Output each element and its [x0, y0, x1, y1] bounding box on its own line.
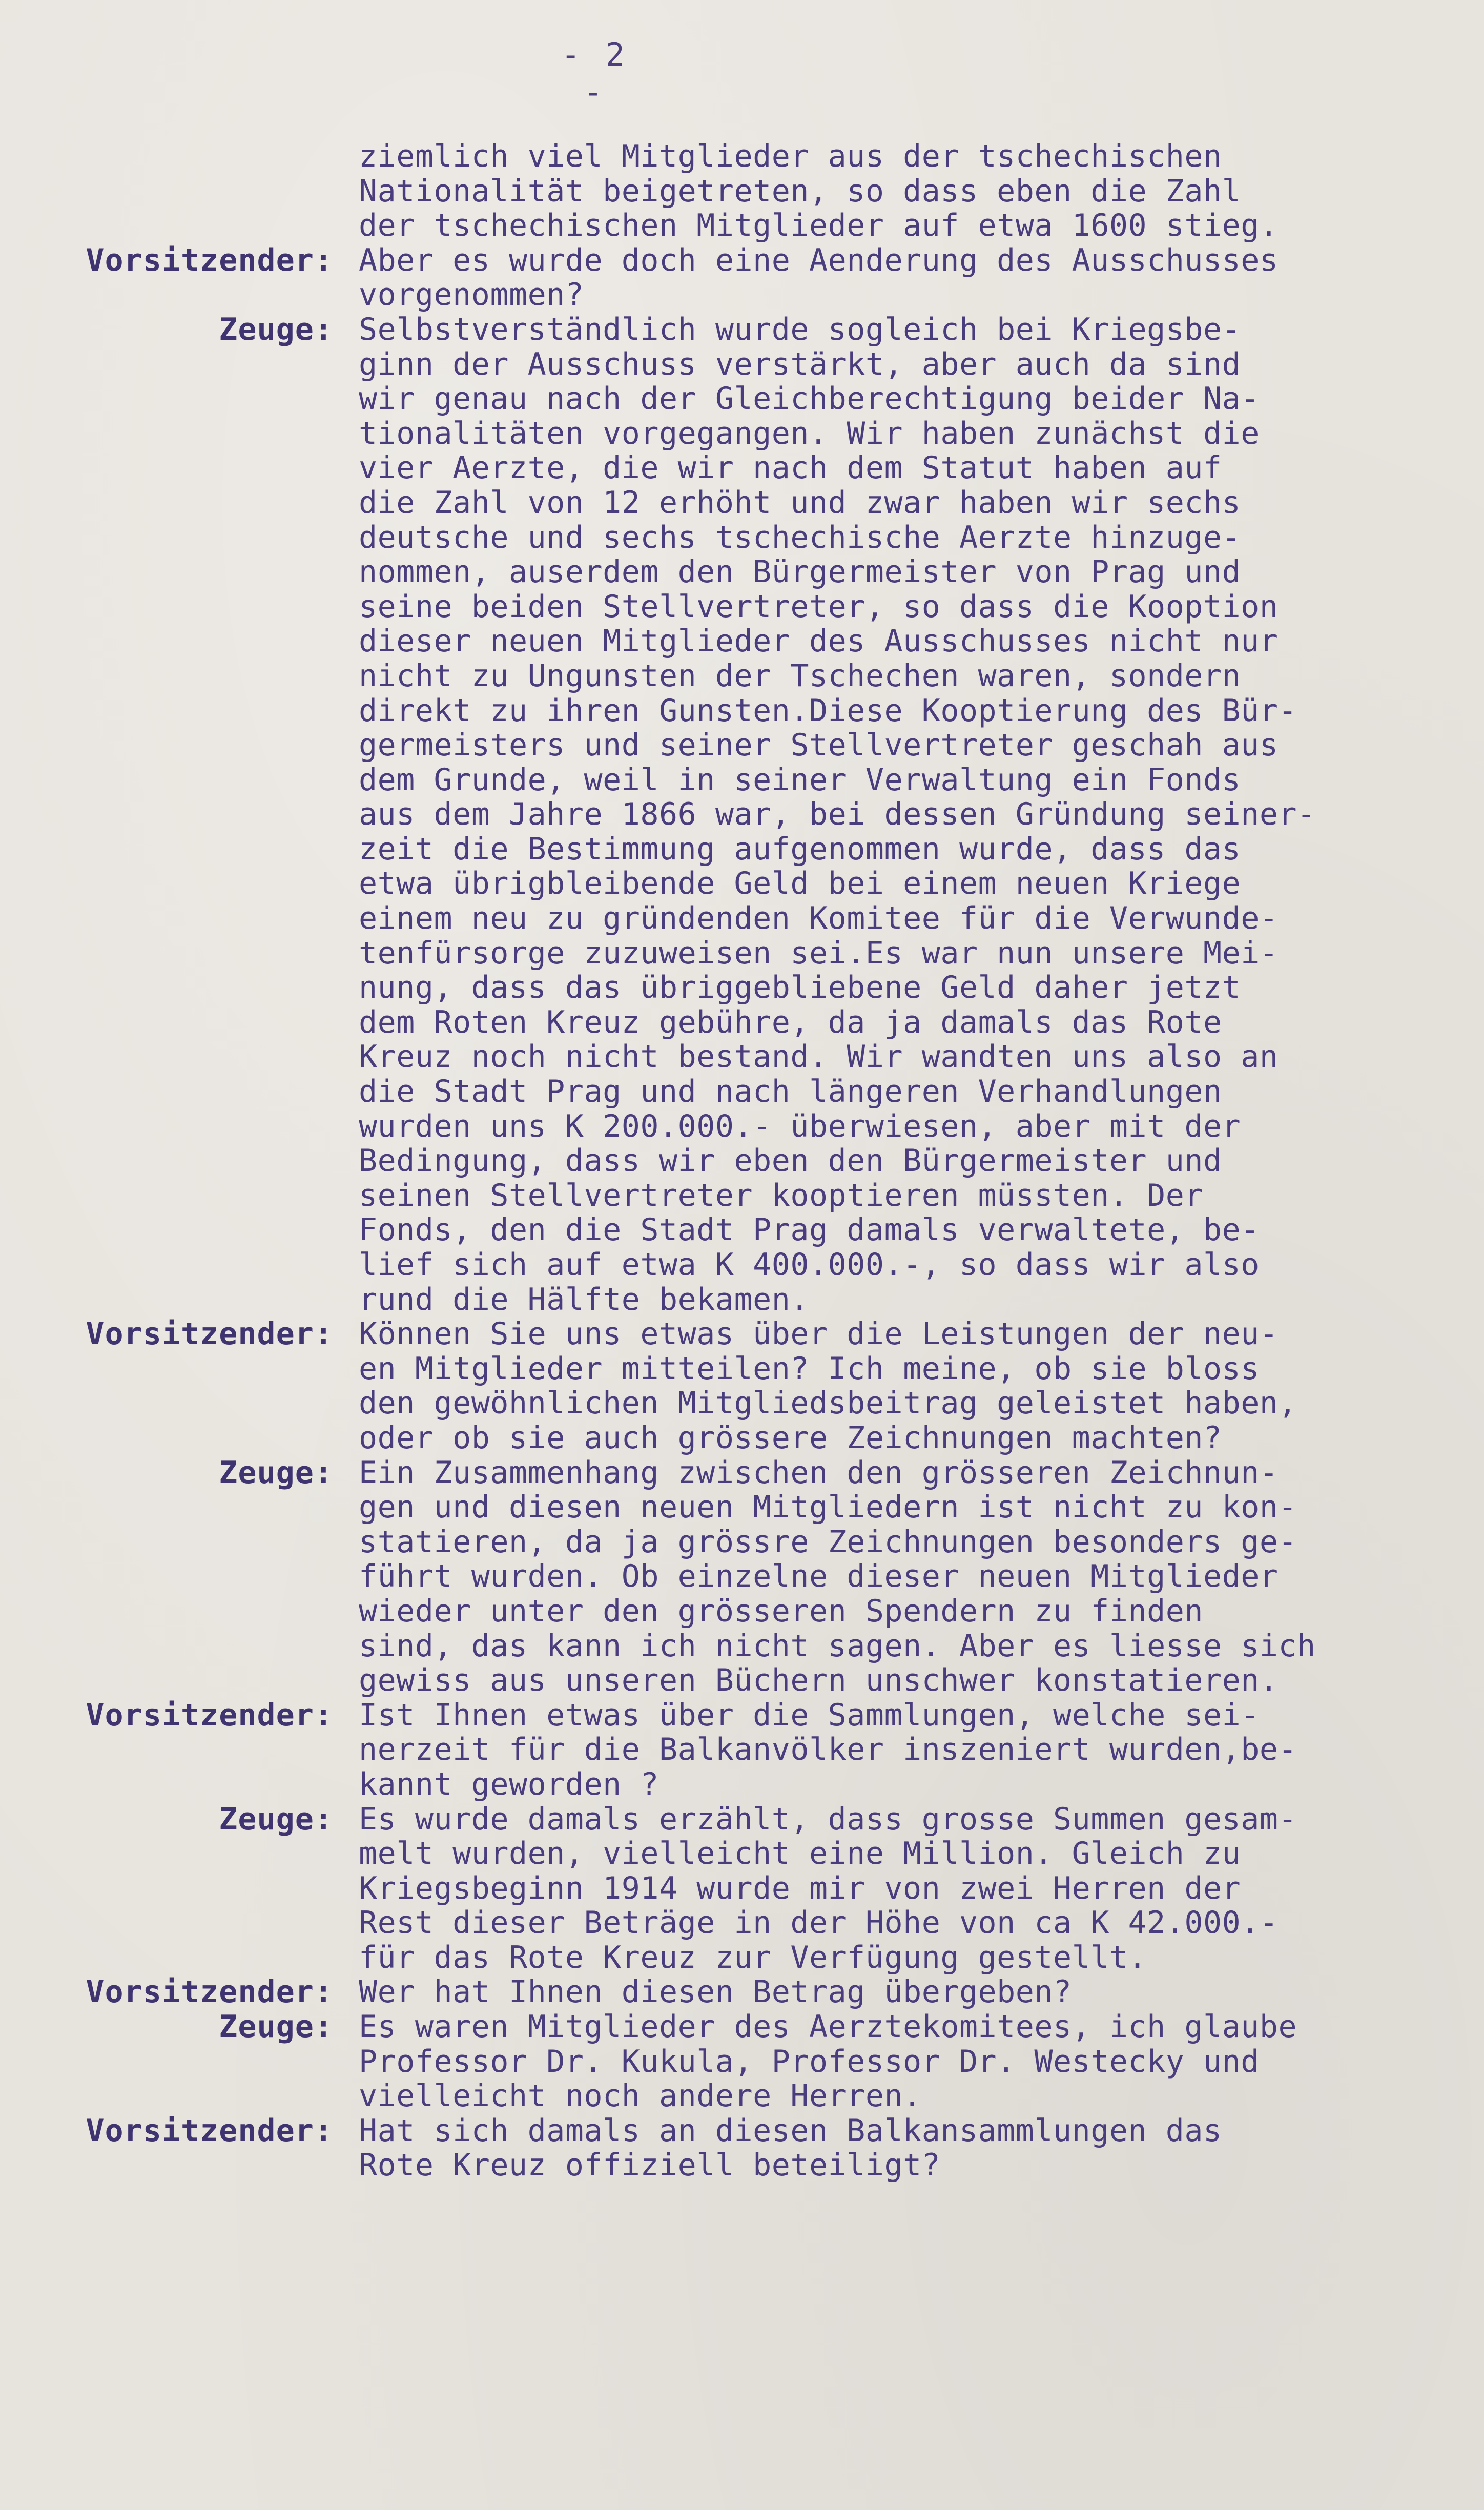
line-text: den gewöhnlichen Mitgliedsbeitrag geleistet haben,	[359, 1385, 1297, 1422]
transcript-line	[0, 1698, 1484, 1733]
transcript-line	[0, 694, 1484, 729]
transcript-body	[0, 139, 1484, 2183]
transcript-line	[0, 867, 1484, 901]
speaker-label: Zeuge:	[219, 1454, 333, 1491]
line-text: tenfürsorge zuzuweisen sei.Es war nun unsere Mei-	[359, 935, 1279, 971]
transcript-line	[0, 2045, 1484, 2080]
transcript-line	[0, 1075, 1484, 1109]
transcript-line	[0, 1733, 1484, 1767]
transcript-line	[0, 763, 1484, 798]
transcript-line	[0, 174, 1484, 209]
speaker-label: Zeuge:	[219, 2009, 333, 2045]
line-text: vielleicht noch andere Herren.	[359, 2078, 922, 2114]
transcript-line	[0, 278, 1484, 313]
transcript-line	[0, 590, 1484, 625]
line-text: nommen, auserdem den Bürgermeister von Prag und	[359, 554, 1241, 590]
line-text: sind, das kann ich nicht sagen. Aber es liesse sich	[359, 1628, 1316, 1664]
transcript-line	[0, 139, 1484, 174]
transcript-line	[0, 1144, 1484, 1179]
transcript-line	[0, 659, 1484, 694]
line-text: wurden uns K 200.000.- überwiesen, aber mit der	[359, 1108, 1241, 1144]
line-text: tionalitäten vorgegangen. Wir haben zunächst die	[359, 415, 1260, 451]
transcript-line	[0, 1456, 1484, 1491]
line-text: rund die Hälfte bekamen.	[359, 1281, 809, 1318]
line-text: gewiss aus unseren Büchern unschwer konstatieren.	[359, 1662, 1279, 1699]
line-text: der tschechischen Mitglieder auf etwa 1600 stieg.	[359, 208, 1279, 244]
line-text: vier Aerzte, die wir nach dem Statut haben auf	[359, 450, 1222, 486]
transcript-line	[0, 1179, 1484, 1213]
line-text: Bedingung, dass wir eben den Bürgermeister und	[359, 1143, 1222, 1179]
transcript-line	[0, 971, 1484, 1005]
line-text: Können Sie uns etwas über die Leistungen der neu-	[359, 1316, 1279, 1352]
transcript-line	[0, 1317, 1484, 1352]
transcript-line	[0, 1040, 1484, 1075]
speaker-label: Vorsitzender:	[86, 1316, 333, 1352]
line-text: Nationalität beigetreten, so dass eben die Zahl	[359, 173, 1241, 209]
transcript-line	[0, 1871, 1484, 1906]
line-text: wir genau nach der Gleichberechtigung beider Na-	[359, 381, 1260, 417]
transcript-line	[0, 1421, 1484, 1456]
line-text: Selbstverständlich wurde sogleich bei Kriegsbe-	[359, 311, 1241, 347]
line-text: Professor Dr. Kukula, Professor Dr. Westecky und	[359, 2043, 1260, 2080]
speaker-label: Vorsitzender:	[86, 1697, 333, 1733]
transcript-line	[0, 624, 1484, 659]
line-text: Rote Kreuz offiziell beteiligt?	[359, 2147, 941, 2184]
transcript-line	[0, 1629, 1484, 1664]
line-text: nicht zu Ungunsten der Tschechen waren, sondern	[359, 657, 1241, 694]
transcript-line	[0, 1594, 1484, 1629]
transcript-line	[0, 382, 1484, 417]
line-text: Ein Zusammenhang zwischen den grösseren Zeichnun-	[359, 1454, 1279, 1491]
line-text: zeit die Bestimmung aufgenommen wurde, dass das	[359, 831, 1241, 867]
transcript-line	[0, 1490, 1484, 1525]
transcript-line	[0, 1213, 1484, 1248]
line-text: die Zahl von 12 erhöht und zwar haben wir sechs	[359, 484, 1241, 521]
line-text: vorgenommen?	[359, 277, 584, 313]
transcript-line	[0, 1559, 1484, 1594]
line-text: seinen Stellvertreter kooptieren müssten. Der	[359, 1177, 1204, 1213]
line-text: statieren, da ja grössre Zeichnungen besonders ge-	[359, 1524, 1297, 1560]
line-text: dem Roten Kreuz gebühre, da ja damals das Rote	[359, 1004, 1222, 1040]
line-text: ziemlich viel Mitglieder aus der tschechischen	[359, 138, 1222, 174]
line-text: ginn der Ausschuss verstärkt, aber auch da sind	[359, 346, 1241, 382]
line-text: germeisters und seiner Stellvertreter geschah aus	[359, 727, 1279, 764]
line-text: deutsche und sechs tschechische Aerzte hinzuge-	[359, 519, 1241, 556]
line-text: wieder unter den grösseren Spendern zu finden	[359, 1593, 1204, 1629]
transcript-line	[0, 2148, 1484, 2183]
transcript-line	[0, 1005, 1484, 1040]
speaker-label: Zeuge:	[219, 1801, 333, 1837]
line-text: Es wurde damals erzählt, dass grosse Summen gesam-	[359, 1801, 1297, 1837]
transcript-line	[0, 1975, 1484, 2010]
line-text: melt wurden, vielleicht eine Million. Gleich zu	[359, 1836, 1241, 1872]
transcript-line	[0, 486, 1484, 521]
transcript-line	[0, 1941, 1484, 1976]
line-text: einem neu zu gründenden Komitee für die Verwunde-	[359, 900, 1279, 937]
page-number: - 2 -	[561, 36, 628, 111]
line-text: führt wurden. Ob einzelne dieser neuen Mitglieder	[359, 1558, 1279, 1595]
line-text: die Stadt Prag und nach längeren Verhandlungen	[359, 1074, 1222, 1110]
line-text: Kreuz noch nicht bestand. Wir wandten uns also an	[359, 1039, 1279, 1075]
line-text: lief sich auf etwa K 400.000.-, so dass wir also	[359, 1247, 1260, 1283]
transcript-line	[0, 1837, 1484, 1871]
transcript-line	[0, 728, 1484, 763]
transcript-line	[0, 313, 1484, 347]
transcript-line	[0, 1386, 1484, 1421]
transcript-line	[0, 1352, 1484, 1387]
line-text: Hat sich damals an diesen Balkansammlungen das	[359, 2112, 1222, 2149]
line-text: Es waren Mitglieder des Aerztekomitees, ich glaube	[359, 2009, 1297, 2045]
line-text: etwa übrigbleibende Geld bei einem neuen Kriege	[359, 866, 1241, 902]
transcript-line	[0, 1525, 1484, 1560]
line-text: nerzeit für die Balkanvölker inszeniert wurden,be-	[359, 1732, 1297, 1768]
line-text: seine beiden Stellvertreter, so dass die Kooption	[359, 588, 1279, 625]
line-text: Kriegsbeginn 1914 wurde mir von zwei Herren der	[359, 1870, 1241, 1906]
transcript-line	[0, 832, 1484, 867]
transcript-line	[0, 451, 1484, 486]
transcript-line	[0, 2079, 1484, 2114]
line-text: dieser neuen Mitglieder des Ausschusses nicht nur	[359, 623, 1279, 660]
transcript-line	[0, 347, 1484, 382]
speaker-label: Vorsitzender:	[86, 1974, 333, 2010]
speaker-label: Vorsitzender:	[86, 2112, 333, 2149]
transcript-line	[0, 417, 1484, 451]
speaker-label: Zeuge:	[219, 311, 333, 347]
line-text: für das Rote Kreuz zur Verfügung gestellt.	[359, 1939, 1147, 1976]
line-text: kannt geworden ?	[359, 1766, 659, 1802]
transcript-line	[0, 936, 1484, 971]
transcript-line	[0, 901, 1484, 936]
line-text: direkt zu ihren Gunsten.Diese Kooptierung des Bür-	[359, 692, 1297, 729]
line-text: oder ob sie auch grössere Zeichnungen machten?	[359, 1419, 1222, 1456]
line-text: Fonds, den die Stadt Prag damals verwaltete, be-	[359, 1212, 1260, 1248]
line-text: gen und diesen neuen Mitgliedern ist nicht zu kon-	[359, 1489, 1297, 1526]
transcript-line	[0, 797, 1484, 832]
transcript-line	[0, 555, 1484, 590]
transcript-line	[0, 1802, 1484, 1837]
line-text: dem Grunde, weil in seiner Verwaltung ein Fonds	[359, 762, 1241, 798]
line-text: Wer hat Ihnen diesen Betrag übergeben?	[359, 1974, 1072, 2010]
speaker-label: Vorsitzender:	[86, 242, 333, 278]
transcript-line	[0, 209, 1484, 243]
transcript-line	[0, 1767, 1484, 1802]
line-text: Ist Ihnen etwas über die Sammlungen, welche sei-	[359, 1697, 1260, 1733]
line-text: Rest dieser Beträge in der Höhe von ca K 42.000.-	[359, 1905, 1279, 1941]
line-text: Aber es wurde doch eine Aenderung des Ausschusses	[359, 242, 1279, 278]
transcript-line	[0, 1248, 1484, 1283]
transcript-line	[0, 1906, 1484, 1941]
line-text: aus dem Jahre 1866 war, bei dessen Gründung seiner-	[359, 796, 1316, 833]
transcript-line	[0, 2114, 1484, 2149]
transcript-line	[0, 1109, 1484, 1144]
transcript-line	[0, 1663, 1484, 1698]
transcript-line	[0, 1283, 1484, 1318]
transcript-line	[0, 243, 1484, 278]
line-text: nung, dass das übriggebliebene Geld daher jetzt	[359, 970, 1241, 1006]
line-text: en Mitglieder mitteilen? Ich meine, ob sie bloss	[359, 1350, 1260, 1387]
transcript-line	[0, 521, 1484, 556]
transcript-line	[0, 2010, 1484, 2045]
